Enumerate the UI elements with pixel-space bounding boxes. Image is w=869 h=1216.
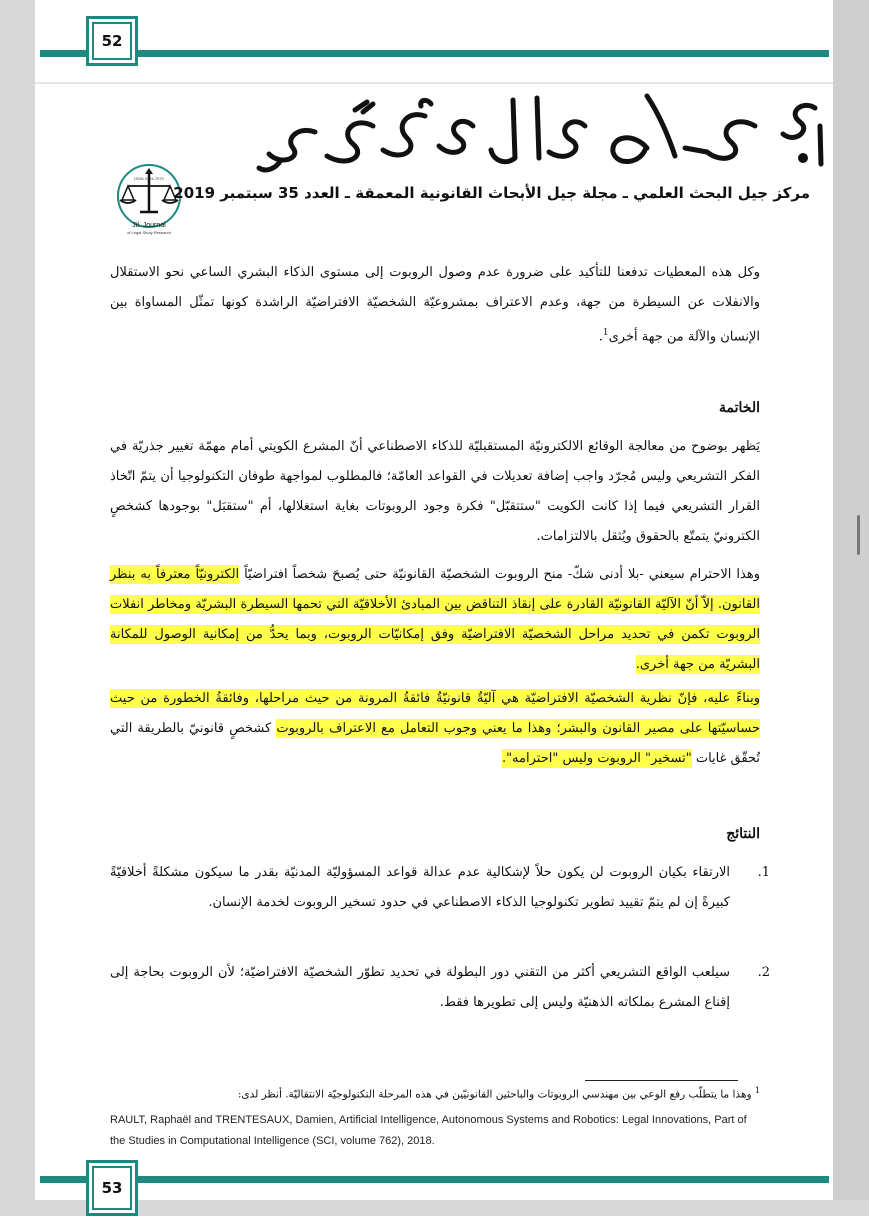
- conclusion-heading: الخاتمة: [719, 400, 760, 416]
- footnote-english-citation: RAULT, Raphaël and TRENTESAUX, Damien, Artificial Intelligence, Autonomous Systems and Robotics: Legal Innovations, Part of the Studies in Computational Intelligence (SCI, volume 762), 2018.: [110, 1114, 747, 1147]
- bottom-page-number: 53: [92, 1166, 132, 1210]
- top-page-number-box: [86, 16, 138, 66]
- logo-caption-line1: Jil. Journal: [132, 222, 166, 229]
- footnote-separator: [585, 1080, 738, 1081]
- scroll-thumb[interactable]: [857, 515, 860, 555]
- footnote-reference[interactable]: 1: [602, 328, 609, 338]
- result-item-1: [110, 858, 770, 948]
- top-frame-bar-right: [134, 50, 829, 57]
- conclusion-paragraph-2: [110, 560, 760, 680]
- viewer-side-strip: [833, 0, 869, 1200]
- logo-issn: ISSN 2424-7073: [134, 176, 164, 181]
- bottom-frame-bar-right: [134, 1176, 829, 1183]
- footnote-arabic: [110, 1086, 760, 1101]
- handwritten-signature: [255, 86, 835, 178]
- intro-paragraph: وكل هذه المعطيات تدفعنا للتأكيد على ضرورة عدم وصول الروبوت إلى مستوى الذكاء البشري الساعي نحو الاستقلال والانفلات عن السيطرة من جهة، وعدم الاعتراف بمشروعيّة الشخصيّة الافتراضيّة الراشدة كونها تمثّل المساواة بين الإنسان والآلة من جهة أخرى$^1$.: [110, 265, 760, 345]
- footnote-arabic-text: وهذا ما يتطلّب رفع الوعي بين مهندسي الروبوتات والباحثين القانونيّين في هذه المرحلة التكنولوجيّة الانتقاليّة. أنظر لدى:: [237, 1088, 752, 1101]
- journal-header: مركز جيل البحث العلمي ـ مجلة جيل الأبحاث القانونية المعمقة ـ العدد 35 سبتمبر 2019: [173, 184, 810, 202]
- result-item-2-number: 2.: [757, 965, 770, 980]
- bottom-frame-bar-left: [40, 1176, 88, 1183]
- top-frame-bar-left: [40, 50, 88, 57]
- logo-caption-line2: of Legal Study Research: [127, 230, 171, 235]
- result-item-1-number: 1.: [757, 865, 770, 880]
- result-item-1-text: الارتقاء بكيان الروبوت لن يكون حلاً لإشكالية عدم عدالة قواعد المسؤوليّة المدنيّة بقدر ما سيكون مشكلةً أخلاقيّةً كبيرةً إن لم يتمّ تقييد تطوير تكنولوجيا الذكاء الاصطناعي في حدود تسخير الروبوت لخدمة الإنسان.: [110, 865, 730, 910]
- conclusion-paragraph-1: يَظهر بوضوح من معالجة الوقائع الالكترونيّة المستقبليّة للذكاء الاصطناعي أنّ المشرع الكويتي أمام مهمّة تغيير جذريّة في الفكر التشريعي وليس مُجرّد واجب إضافة تعديلات في القواعد العامّة؛ فالمطلوب لمواجهة طوفان التكنولوجيا أن يتمّ اتّخاذ القرار التشريعي فيما إذا كانت الكويت "ستتقبّل" فكرة وجود الروبوتات بغاية استغلالها، أم "ستقبَل" بوجودها كشخصٍ الكترونيّ يتمتّع بالحقوق ويُثقل بالالتزامات.: [110, 439, 760, 544]
- page-separator: [35, 82, 833, 84]
- conclusion-paragraph-2-text: وهذا الاحترام سيعني -بلا أدنى شكّ- منح الروبوت الشخصيّة القانونيّة حتى يُصبحَ شخصاً افتراضيّاً: [239, 567, 761, 582]
- intro-text: وكل هذه المعطيات تدفعنا للتأكيد على ضرورة عدم وصول الروبوت إلى مستوى الذكاء البشري الساعي نحو الاستقلال والانفلات عن السيطرة من جهة، وعدم الاعتراف بمشروعيّة الشخصيّة الافتراضيّة الراشدة كونها تمثّل المساواة بين الإنسان والآلة من جهة أخرى: [110, 265, 760, 345]
- results-heading: النتائج: [726, 826, 760, 842]
- result-item-2: [110, 958, 770, 1018]
- result-item-2-text: سيلعب الواقع التشريعي أكثر من التقني دور البطولة في تحديد تطوّر الشخصيّة الافتراضيّة؛ لأن الروبوت بحاجة إلى إقناع المشرع بملكاته الذهنيّة وليس إلى تطويرها فقط.: [110, 965, 730, 1010]
- conclusion-paragraph-3: [110, 684, 760, 774]
- conclusion-paragraph-3-text: كشخصٍ قانونيّ بالطريقة التي تُحقّق غايات: [110, 721, 760, 766]
- bottom-page-number-box: [86, 1160, 138, 1216]
- top-page-number: 52: [92, 22, 132, 60]
- highlighted-passage-1: الكترونيّاً معترفاً به بنظر القانون. إلاّ أنّ الآليّة القانونيّة القادرة على إنقاذ التناقض بين المبادئ الأخلاقيّة التي تحمها السيطرة البشريّة ومخاطر انفلات الروبوت تكمن في تحديد مراحل الشخصيّة الافتراضيّة وفق إمكانيّات الروبوت، وبما يحدُّ من إمكانية الوصول للمكانة البشريّة من جهة أخرى.: [110, 567, 761, 672]
- highlighted-passage-3: "تسخير" الروبوت وليس "احترامه".: [501, 751, 692, 766]
- highlighted-passage-2: وبناءً عليه، فإنّ نظرية الشخصيّة الافتراضيّة هي آليّةٌ قانونيّةٌ فائقةُ المرونة من حيث مراحلها، وفائقةُ الخطورة من حيث حساسيّتها على مصير القانون والبشر؛ وهذا ما يعني وجوب التعامل مع الاعتراف بالروبوت: [110, 691, 760, 736]
- footnote-marker: 1: [754, 1086, 760, 1095]
